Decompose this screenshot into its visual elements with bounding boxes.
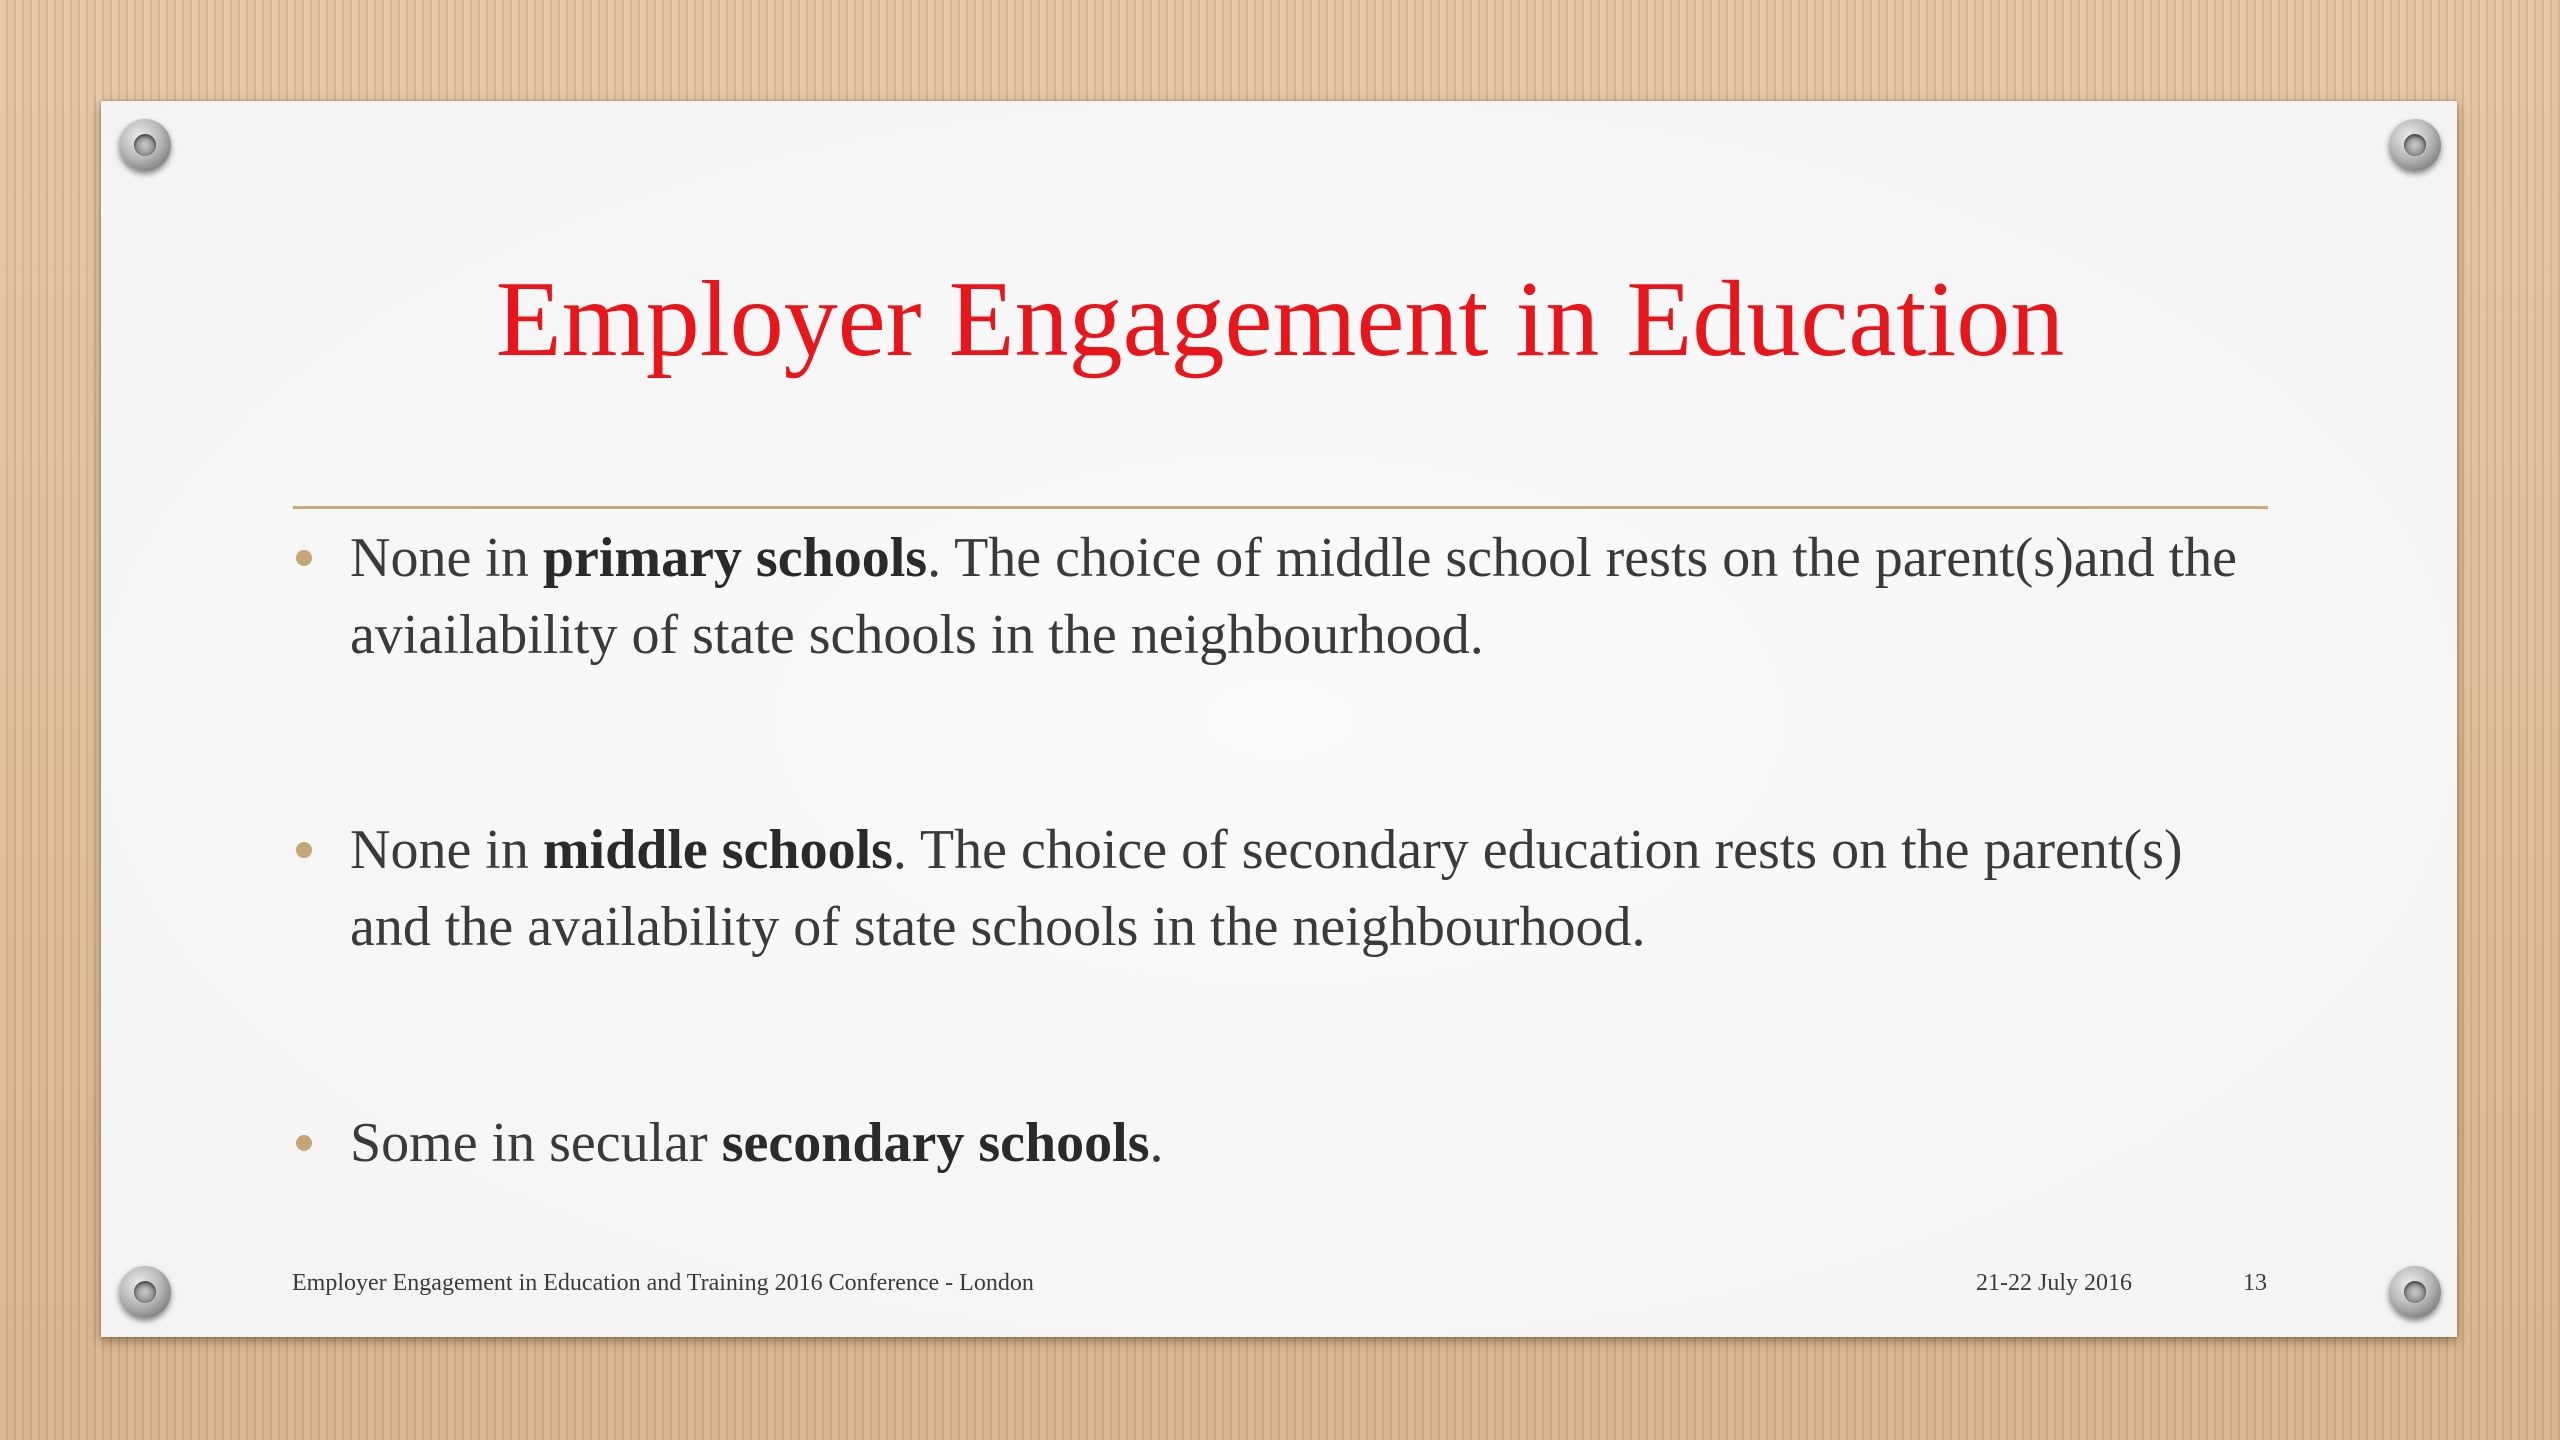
bullet-dot-icon bbox=[296, 842, 312, 858]
bullet-text bbox=[350, 1105, 2250, 1182]
bullet-bold-text: middle schools bbox=[542, 819, 893, 881]
bullet-dot-icon bbox=[296, 1135, 312, 1151]
bullet-bold-text: secondary schools bbox=[721, 1112, 1150, 1174]
title-divider bbox=[293, 506, 2268, 509]
slide-title: Employer Engagement in Education bbox=[495, 260, 2065, 379]
bullet-text bbox=[350, 812, 2250, 966]
page-number: 13 bbox=[2243, 1270, 2267, 1296]
bullet-suffix: . bbox=[1149, 1112, 1164, 1174]
pushpin-icon bbox=[119, 1266, 171, 1318]
bullet-dot-icon bbox=[296, 550, 312, 566]
bullet-bold-text: primary schools bbox=[542, 527, 928, 589]
bullet-text bbox=[350, 520, 2250, 674]
footer-text: Employer Engagement in Education and Training 2016 Conference - London bbox=[292, 1270, 1034, 1296]
bullet-suffix: . The choice of middle school rests on the parent(s)and the aviailability of state schools in the neighbourhood. bbox=[350, 527, 2237, 666]
pushpin-icon bbox=[2389, 119, 2441, 171]
bullet-prefix: None in bbox=[350, 527, 543, 589]
pushpin-icon bbox=[119, 119, 171, 171]
bullet-prefix: Some in secular bbox=[350, 1112, 722, 1174]
bullet-suffix: . The choice of secondary education rests on the parent(s) and the availability of state schools in the neighbourhood. bbox=[350, 819, 2183, 958]
bullet-prefix: None in bbox=[350, 819, 543, 881]
pushpin-icon bbox=[2389, 1266, 2441, 1318]
footer-date: 21-22 July 2016 bbox=[1976, 1270, 2132, 1296]
